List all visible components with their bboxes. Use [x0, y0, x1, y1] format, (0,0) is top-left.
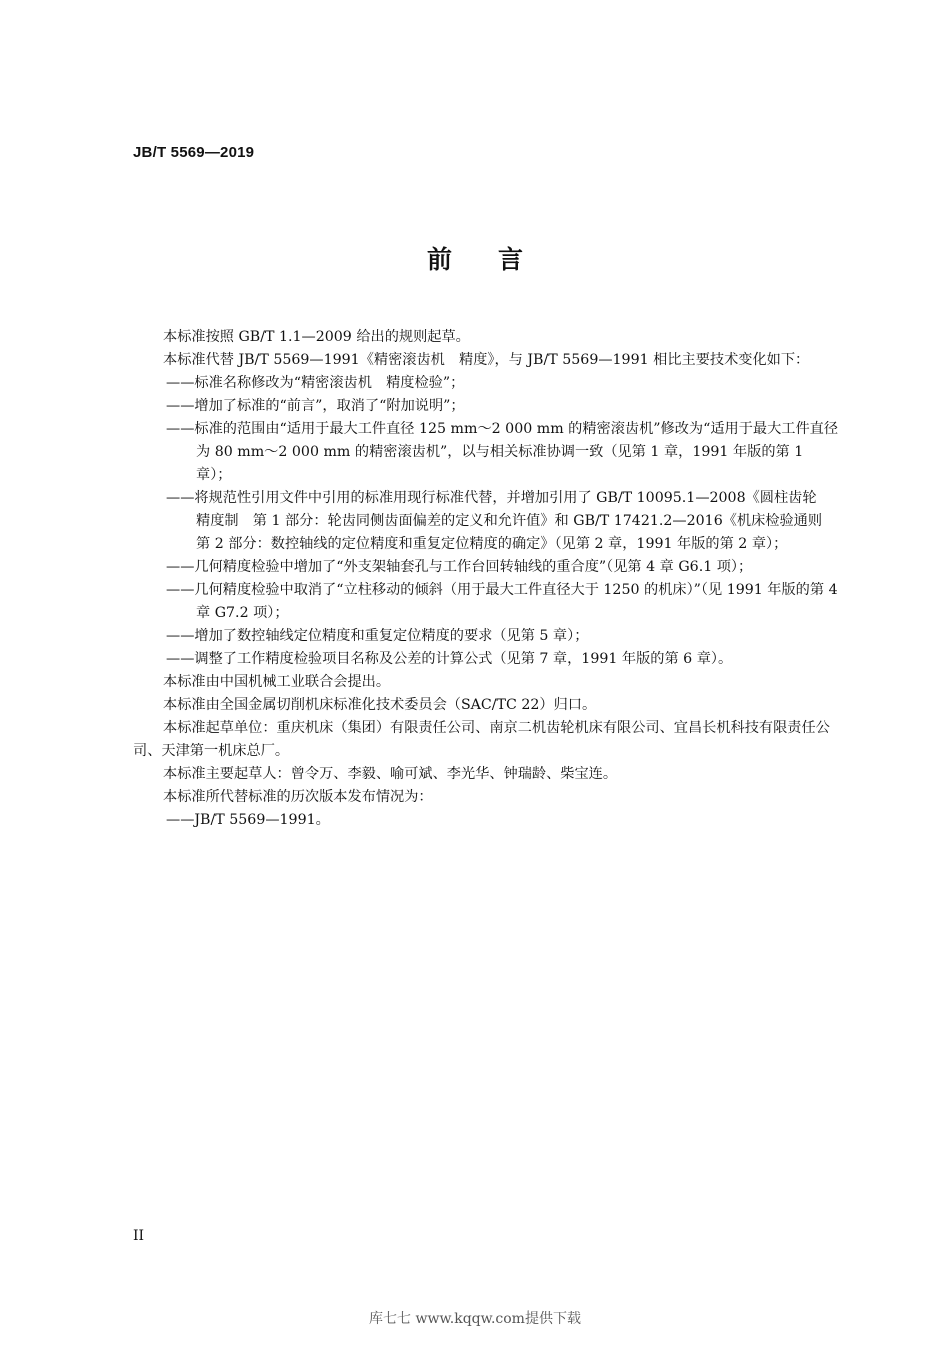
preface-body [133, 326, 841, 832]
change-item: ——将规范性引用文件中引用的标准用现行标准代替，并增加引用了 GB/T 10095.1—2008《圆柱齿轮 精度制 第 1 部分：轮齿同侧齿面偏差的定义和允许值》和 GB/T 17421.2—2016《机床检验通则 第 2 部分：数控轴线的定位精度和重复定位精度的确定》（见第 2 章，1991 年版的第 2 章）； [166, 490, 837, 552]
paragraph: 本标准所代替标准的历次版本发布情况为： [163, 789, 433, 805]
change-item: ——几何精度检验中增加了“外支架轴套孔与工作台回转轴线的重合度”（见第 4 章 G6.1 项）； [166, 559, 753, 575]
change-item: ——标准的范围由“适用于最大工件直径 125 mm～2 000 mm 的精密滚齿机”修改为“适用于最大工件直径为 80 mm～2 000 mm 的精密滚齿机”，以与相关标准协调一致（见第 1 章，1991 年版的第 1 章）； [166, 421, 839, 483]
change-item: ——调整了工作精度检验项目名称及公差的计算公式（见第 7 章，1991 年版的第 6 章）。 [166, 651, 733, 667]
paragraph: 本标准起草单位：重庆机床（集团）有限责任公司、南京二机齿轮机床有限公司、宜昌长机科技有限责任公司、天津第一机床总厂。 [133, 720, 830, 759]
change-item: ——增加了标准的“前言”，取消了“附加说明”； [166, 398, 465, 414]
page-number: II [133, 1228, 145, 1244]
change-item: ——几何精度检验中取消了“立柱移动的倾斜（用于最大工件直径大于 1250 的机床）”（见 1991 年版的第 4 章 G7.2 项）； [166, 582, 838, 621]
paragraph: 本标准由中国机械工业联合会提出。 [163, 674, 391, 690]
standard-code: JB/T 5569—2019 [133, 144, 255, 161]
history-item: ——JB/T 5569—1991。 [166, 812, 330, 828]
paragraph: 本标准主要起草人：曾令万、李毅、喻可斌、李光华、钟瑞龄、柴宝连。 [163, 766, 618, 782]
paragraph: 本标准由全国金属切削机床标准化技术委员会（SAC/TC 22）归口。 [163, 697, 597, 713]
page-title: 前言 [426, 245, 569, 274]
download-watermark: 库七七 www.kqqw.com提供下载 [369, 1311, 581, 1327]
change-item: ——增加了数控轴线定位精度和重复定位精度的要求（见第 5 章）； [166, 628, 589, 644]
change-item: ——标准名称修改为“精密滚齿机 精度检验”； [166, 375, 465, 391]
paragraph: 本标准代替 JB/T 5569—1991《精密滚齿机 精度》，与 JB/T 5569—1991 相比主要技术变化如下： [163, 352, 810, 368]
paragraph: 本标准按照 GB/T 1.1—2009 给出的规则起草。 [163, 329, 470, 345]
